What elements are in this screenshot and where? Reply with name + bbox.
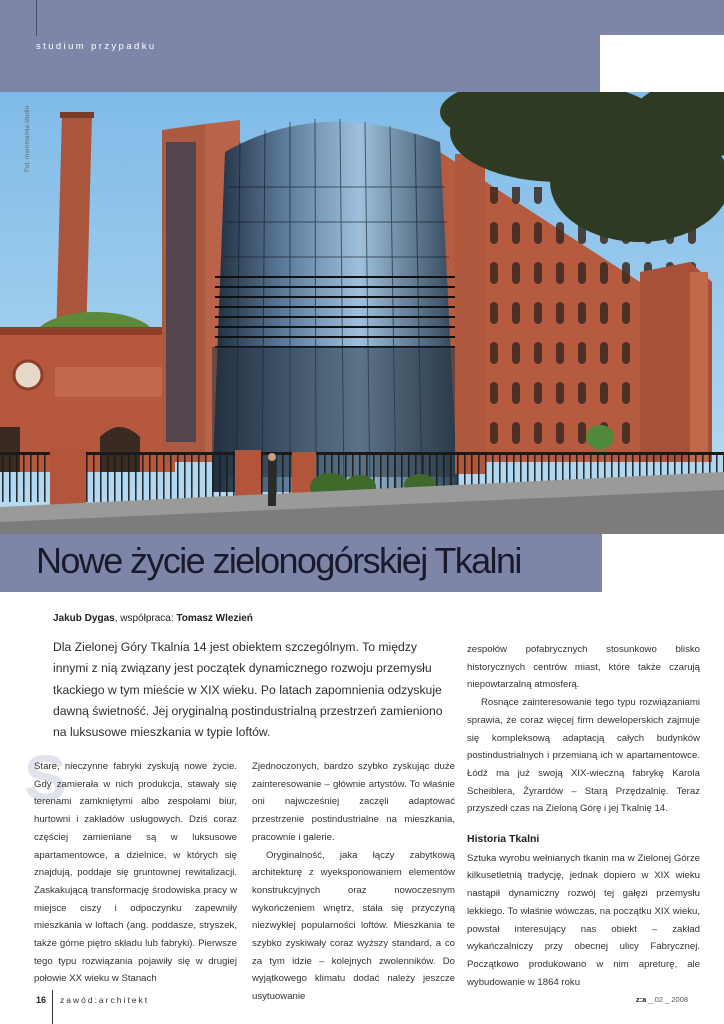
section-label: studium przypadku	[36, 41, 157, 52]
issue-number: _ 02 _ 2008	[646, 995, 688, 1004]
issue-info	[636, 995, 688, 1004]
header-rule	[36, 0, 37, 36]
body-column-3	[467, 641, 700, 991]
tkalnia-building-illustration	[0, 92, 724, 534]
magazine-name: zawód:architekt	[60, 995, 150, 1005]
lead-text: Dla Zielonej Góry Tkalnia 14 jest obiektem szczególnym. To między innymi z nią związany jest początek dynamicznego rozwoju przemysłu tkackiego w tym mieście w XIX wieku. Po latach zapomnienia odzyskuje dawną świetność. Jej oryginalną postindustrialną przestrzeń zamieniono na luksusowe mieszkania w typie loftów.	[53, 640, 443, 740]
body-paragraph: Stare, nieczynne fabryki zyskują nowe życie. Gdy zamierała w nich produkcja, stawały się terenami zamkniętymi albo zespołami biur, hurtowni i zakładów usługowych. Dziś coraz częściej zamieniane są w luksusowe apartamentowce, a dzielnice, w których się znajdują, poddaje się gruntownej rewitalizacji. Zaskakującą transformację środowiska pracy w miejsce ciszy i odpoczynku zapewniły mieszkania w loftach (ang. poddasze, stryszek, także górne piętro składu lub fabryki). Pierwsze tego typu rozwiązania pojawiły się w drugiej połowie XX wieku w Stanach	[34, 761, 237, 985]
photo-credit-text: Fot. mammamia studio	[24, 105, 31, 172]
left-wing	[0, 332, 175, 472]
body-paragraph: zespołów pofabrycznych stosunkowo blisko historycznych centrów miast, które także czarują niepowtarzalną atmosferą.	[467, 644, 700, 691]
body-paragraph: Rosnące zainteresowanie tego typu rozwiązaniami sprawia, że coraz więcej firm deweloperskich zajmuje się kompleksową adaptacją całych budynków postindustrialnych i przemianą ich w apartamentowce. Łódź ma już swoją XIX-wieczną fabrykę Karola Scheiblera, Żyrardów – Starą Przędzalnię. Teraz przyszedł czas na Zieloną Górę i jej Tkalnię 14.	[467, 697, 700, 815]
section-subheading: Historia Tkalni	[467, 833, 540, 846]
article-title: Nowe życie zielonogórskiej Tkalni	[36, 540, 521, 581]
body-paragraph: Zjednoczonych, bardzo szybko zyskując duże zainteresowanie – głównie artystów. To właśnie oni najwcześniej zaczęli adaptować przestrzenie postindustrialne na mieszkania, pracownie i galerie.	[252, 761, 455, 843]
body-paragraph: Sztuka wyrobu wełnianych tkanin ma w Zielonej Górze kilkusetletnią tradycję, jednak dopiero w XIX wieku nastąpił dynamiczny rozwój tej gałęzi przemysłu lekkiego. To właśnie wówczas, na początku XIX wieku, powstał interesujący nas obiekt – zakład wykańczalniczy przy obecnej ulicy Fabrycznej. Początkowo produkowano w nim apreturę, ale wybudowanie w 1864 roku	[467, 852, 700, 988]
body-paragraph: Oryginalność, jaka łączy zabytkową architekturę z wyeksponowaniem elementów konstrukcyjnych oraz nowoczesnym wykończeniem wnętrz, stała się przyczyną niezwykłej popularności loftów. Mieszkania te szybko zyskiwały coraz wyższy standard, a co za tym idzie – kolejnych zwolenników. Do wyjątkowego klimatu dodać należy jeszcze usytuowanie	[252, 849, 455, 1003]
page-number: 16	[36, 995, 47, 1005]
drop-cap: S	[24, 742, 67, 814]
body-column-2	[252, 758, 455, 1006]
header-white-tab	[600, 35, 724, 92]
issue-brand: z:a	[635, 995, 647, 1004]
chimney	[56, 114, 92, 342]
photo-credit	[24, 104, 36, 174]
byline	[53, 613, 253, 624]
body-column-1	[34, 758, 237, 988]
lead-paragraph	[53, 637, 448, 743]
author-name: Jakub Dygas	[53, 613, 115, 624]
footer-rule	[52, 990, 53, 1024]
byline-separator: , współpraca:	[114, 613, 177, 624]
coauthor-name: Tomasz Wlezień	[176, 613, 253, 624]
building-photo	[0, 92, 724, 534]
